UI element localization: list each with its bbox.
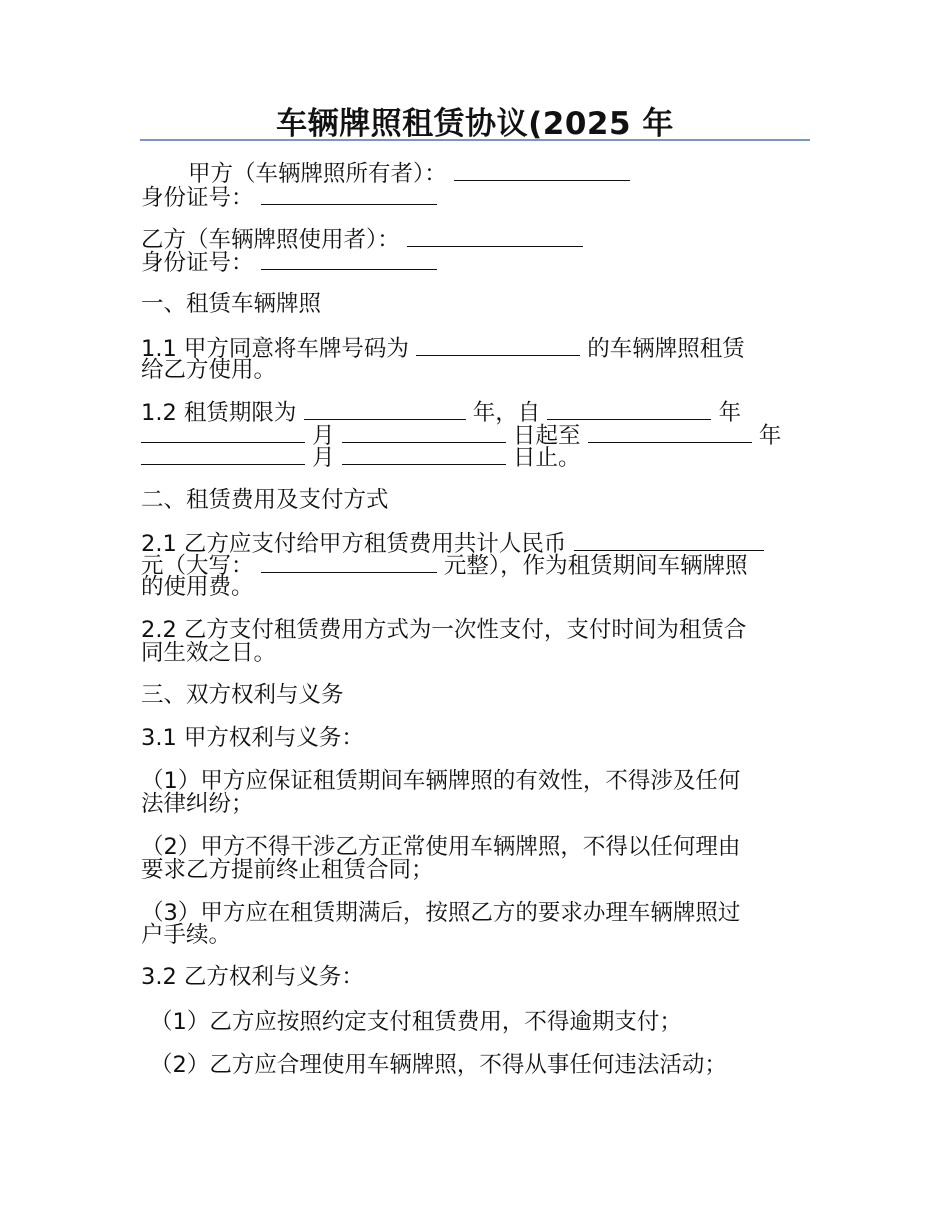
start-year-blank[interactable] <box>547 399 711 420</box>
clause-1-2-line3 <box>141 444 581 471</box>
clause-1-2-pre: 1.2 租赁期限为 <box>141 400 297 426</box>
clause-3-1-item-2-line2: 要求乙方提前终止租赁合同； <box>141 857 434 883</box>
party-b-id-line <box>141 249 437 276</box>
end-month-blank[interactable] <box>141 444 305 465</box>
clause-2-2-line1: 2.2 乙方支付租赁费用方式为一次性支付，支付时间为租赁合 <box>141 617 747 643</box>
party-b-name-blank[interactable] <box>407 226 583 247</box>
section-3-heading: 三、双方权利与义务 <box>141 682 344 708</box>
clause-2-1-line3: 的使用费。 <box>141 574 254 600</box>
amount-in-words-blank[interactable] <box>261 552 437 573</box>
clause-3-1-item-3-line2: 户手续。 <box>141 922 232 948</box>
clause-1-1-post: 的车辆牌照租赁 <box>587 336 745 362</box>
clause-3-2-item-2: （2）乙方应合理使用车辆牌照，不得从事任何违法活动； <box>150 1052 727 1078</box>
party-a-id-label: 身份证号： <box>141 185 254 211</box>
amount-blank[interactable] <box>574 530 764 551</box>
party-a-id-line <box>141 184 437 211</box>
clause-1-2-month: 月 <box>312 423 335 449</box>
start-day-blank[interactable] <box>342 422 506 443</box>
end-year-blank[interactable] <box>588 422 752 443</box>
party-a-id-blank[interactable] <box>261 184 437 205</box>
clause-1-2-year2: 年 <box>758 423 782 449</box>
section-2-heading: 二、租赁费用及支付方式 <box>141 487 389 513</box>
section-1-heading: 一、租赁车辆牌照 <box>141 291 322 317</box>
clause-3-1-heading: 3.1 甲方权利与义务： <box>141 725 364 751</box>
clause-1-2-month2: 月 <box>312 445 335 471</box>
start-month-blank[interactable] <box>141 422 305 443</box>
party-b-id-label: 身份证号： <box>141 250 254 276</box>
clause-3-1-item-3-line1: （3）甲方应在租赁期满后，按照乙方的要求办理车辆牌照过 <box>141 900 741 926</box>
clause-2-1-line2-pre: 元（大写： <box>141 553 254 579</box>
clause-3-1-item-1-line2: 法律纠纷； <box>141 791 254 817</box>
title-underline <box>140 139 810 141</box>
clause-3-2-item-1: （1）乙方应按照约定支付租赁费用，不得逾期支付； <box>150 1009 682 1035</box>
clause-2-2-line2: 同生效之日。 <box>141 640 277 666</box>
party-a-line <box>188 160 630 187</box>
party-a-name-blank[interactable] <box>454 160 630 181</box>
clause-2-1-line2-post: 元整），作为租赁期间车辆牌照 <box>443 553 748 579</box>
clause-1-2-day-to: 日起至 <box>512 423 581 449</box>
clause-1-2-day-end: 日止。 <box>512 445 581 471</box>
clause-1-1-pre: 1.1 甲方同意将车牌号码为 <box>141 336 409 362</box>
clause-1-2-year: 年 <box>718 400 742 426</box>
plate-number-blank[interactable] <box>416 335 580 356</box>
clause-1-2-year-from: 年，自 <box>472 400 541 426</box>
end-day-blank[interactable] <box>342 444 506 465</box>
party-b-id-blank[interactable] <box>261 249 437 270</box>
party-a-label: 甲方（车辆牌照所有者）： <box>188 161 447 187</box>
party-b-label: 乙方（车辆牌照使用者）： <box>141 227 400 253</box>
document-title: 车辆牌照租赁协议(2025 年 <box>276 106 674 142</box>
clause-3-2-heading: 3.2 乙方权利与义务： <box>141 964 364 990</box>
clause-1-1-line2: 给乙方使用。 <box>141 357 277 383</box>
clause-2-1-pre: 2.1 乙方应支付给甲方租赁费用共计人民币 <box>141 531 567 557</box>
clause-3-1-item-2-line1: （2）甲方不得干涉乙方正常使用车辆牌照，不得以任何理由 <box>141 834 741 860</box>
clause-3-1-item-1-line1: （1）甲方应保证租赁期间车辆牌照的有效性，不得涉及任何 <box>141 768 741 794</box>
lease-term-blank[interactable] <box>304 399 466 420</box>
